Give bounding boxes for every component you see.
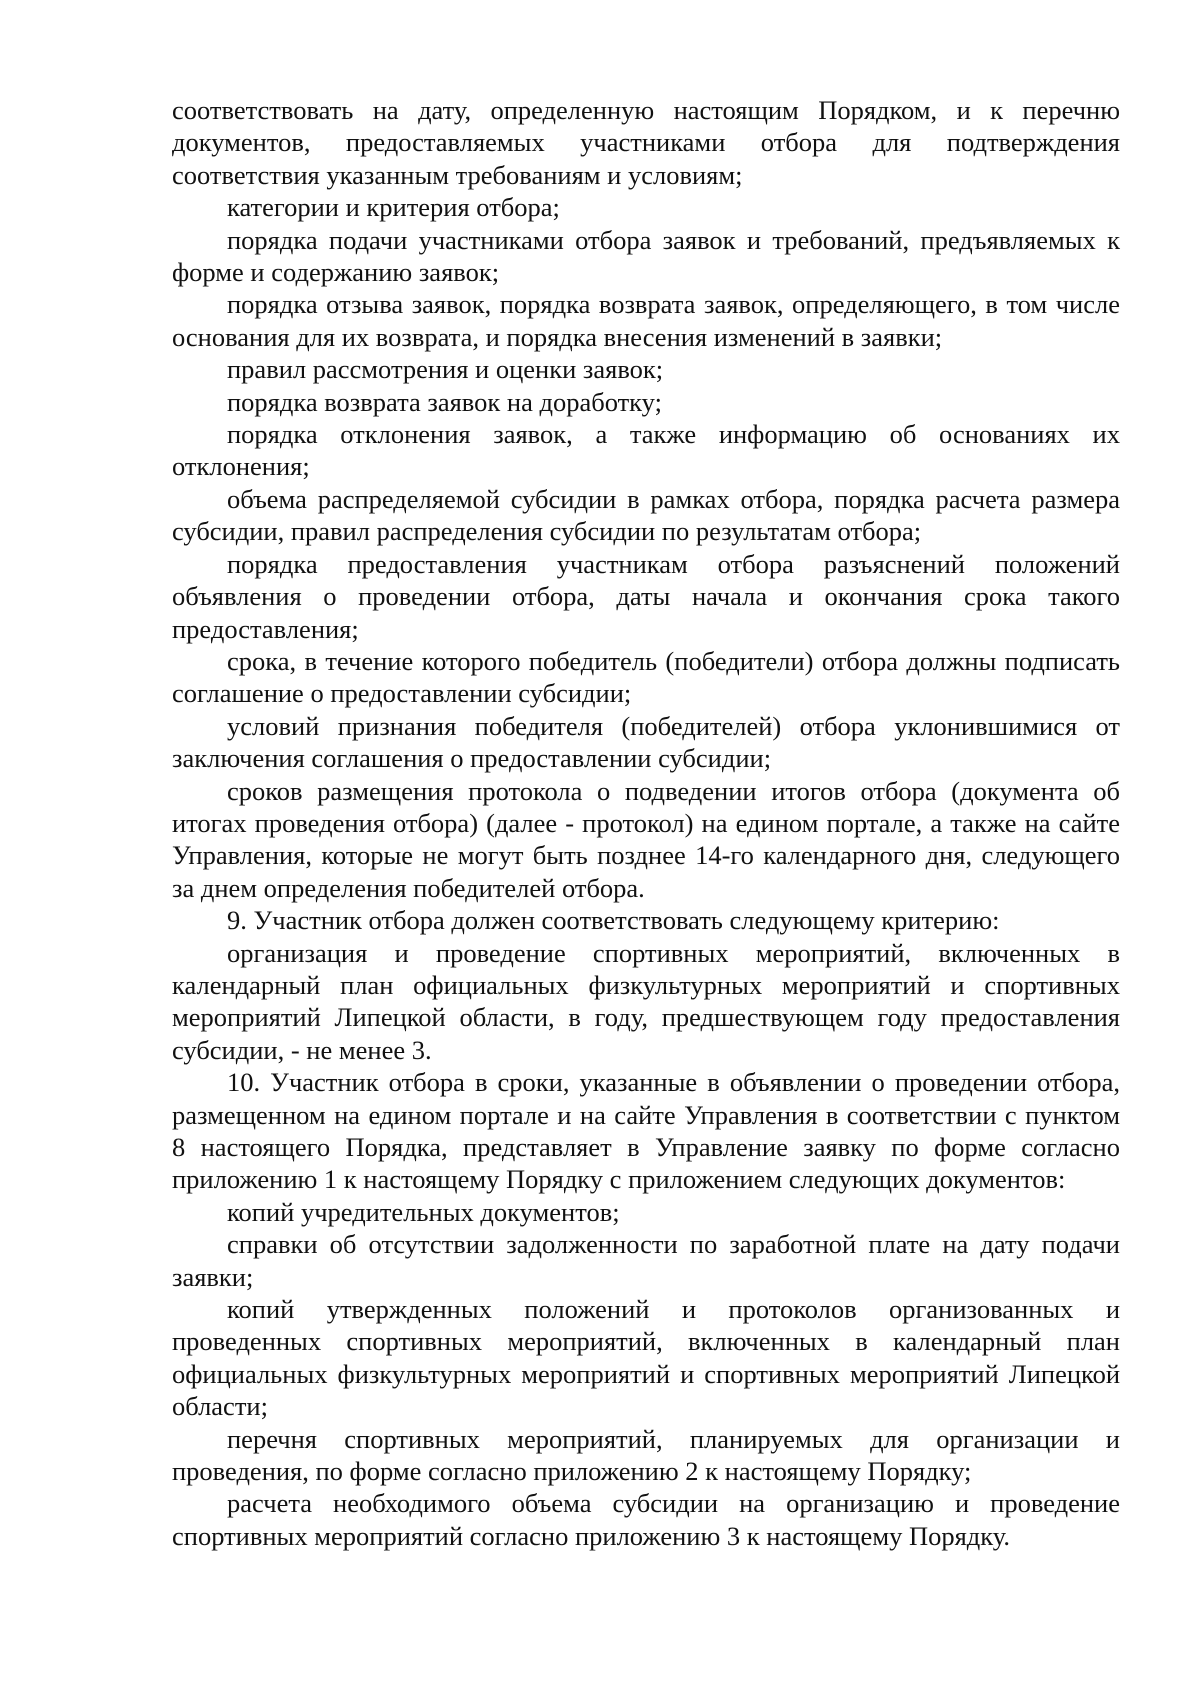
paragraph-protocol-deadlines: сроков размещения протокола о подведении итогов отбора (документа об итогах проведения отбора) (далее - протокол) на едином портале, а также на сайте Управления, которые не могут быть позднее 14-го календарного дня, следующего за днем определения победителей отбора. xyxy=(172,775,1120,903)
paragraph-subsidy-calculation: расчета необходимого объема субсидии на организацию и проведение спортивных мероприятий согласно приложению 3 к настоящему Порядку. xyxy=(172,1488,1120,1551)
paragraph-item-10: 10. Участник отбора в сроки, указанные в объявлении о проведении отбора, размещенном на едином портале и на сайте Управления в соответствии с пунктом 8 настоящего Порядка, представляет в Управление заявку по форме согласно приложению 1 к настоящему Порядку с приложением следующих документов: xyxy=(172,1067,1120,1195)
paragraph-continuation: соответствовать на дату, определенную настоящим Порядком, и к перечню документов, предоставляемых участниками отбора для подтверждения соответствия указанным требованиям и условиям; xyxy=(172,95,1120,190)
paragraph-evasion-conditions: условий признания победителя (победителей) отбора уклонившимися от заключения соглашения о предоставлении субсидии; xyxy=(172,710,1120,774)
paragraph-subsidy-volume: объема распределяемой субсидии в рамках отбора, порядка расчета размера субсидии, правил распределения субсидии по результатам отбора; xyxy=(172,483,1120,547)
paragraph-item-9: 9. Участник отбора должен соответствовать следующему критерию: xyxy=(227,905,1000,936)
paragraph-salary-debt-certificate: справки об отсутствии задолженности по заработной плате на дату подачи заявки; xyxy=(172,1229,1120,1292)
paragraph-rejection-order: порядка отклонения заявок, а также информацию об основаниях их отклонения; xyxy=(172,419,1120,482)
document-page xyxy=(172,94,1120,1552)
paragraph-clarifications: порядка предоставления участникам отбора разъяснений положений объявления о проведении отбора, даты начала и окончания срока такого предоставления; xyxy=(172,548,1120,644)
paragraph-planned-events-list: перечня спортивных мероприятий, планируемых для организации и проведения, по форме согласно приложению 2 к настоящему Порядку; xyxy=(172,1423,1120,1487)
paragraph-signing-deadline: срока, в течение которого победитель (победители) отбора должны подписать соглашение о предоставлении субсидии; xyxy=(172,645,1120,709)
paragraph-submission-order: порядка подачи участниками отбора заявок и требований, предъявляемых к форме и содержанию заявок; xyxy=(172,224,1120,288)
paragraph-withdrawal-order: порядка отзыва заявок, порядка возврата заявок, определяющего, в том числе основания для их возврата, и порядка внесения изменений в заявки; xyxy=(172,289,1120,352)
paragraph-criterion: организация и проведение спортивных мероприятий, включенных в календарный план официальных физкультурных мероприятий и спортивных мероприятий Липецкой области, в году, предшествующем году предоставления субсидии, - не менее 3. xyxy=(172,937,1120,1065)
paragraph-founding-documents: копий учредительных документов; xyxy=(227,1196,620,1227)
paragraph-category-criteria: категории и критерия отбора; xyxy=(227,192,560,223)
paragraph-event-protocols: копий утвержденных положений и протоколов организованных и проведенных спортивных мероприятий, включенных в календарный план официальных физкультурных мероприятий и спортивных мероприятий Липецкой области; xyxy=(172,1294,1120,1422)
paragraph-return-for-revision: порядка возврата заявок на доработку; xyxy=(227,386,662,417)
paragraph-review-rules: правил рассмотрения и оценки заявок; xyxy=(227,354,664,385)
